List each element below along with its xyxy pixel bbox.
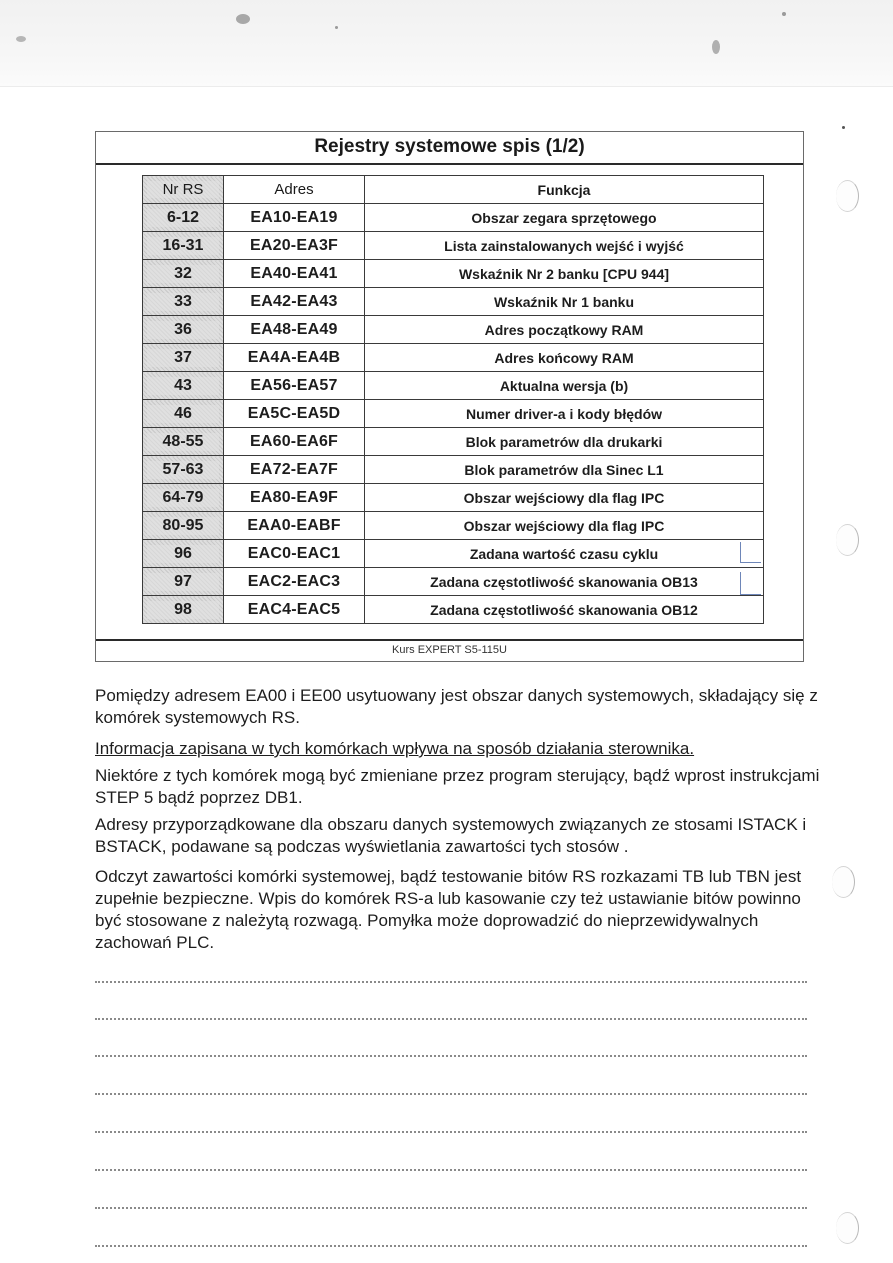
slide-frame [95, 131, 804, 662]
table-row [143, 316, 764, 344]
punch-hole [836, 524, 859, 556]
note-line [95, 1207, 807, 1209]
table-row [143, 428, 764, 456]
cell-nr: 16-31 [143, 232, 224, 260]
cell-adres: EA80-EA9F [224, 484, 365, 512]
scan-speck [782, 12, 786, 16]
note-line [95, 1018, 807, 1020]
cell-adres: EA48-EA49 [224, 316, 365, 344]
table-row [143, 288, 764, 316]
column-header-nr: Nr RS [143, 176, 224, 204]
cell-nr: 48-55 [143, 428, 224, 456]
table-row [143, 540, 764, 568]
cell-funkcja: Obszar wejściowy dla flag IPC [365, 484, 764, 512]
cell-nr: 57-63 [143, 456, 224, 484]
cell-funkcja: Zadana częstotliwość skanowania OB12 [365, 596, 764, 624]
table-row [143, 596, 764, 624]
cell-nr: 33 [143, 288, 224, 316]
cell-funkcja: Numer driver-a i kody błędów [365, 400, 764, 428]
title-rule [96, 163, 803, 165]
table-row [143, 568, 764, 596]
cell-nr: 98 [143, 596, 224, 624]
table-row [143, 456, 764, 484]
table-row [143, 372, 764, 400]
cell-adres: EA40-EA41 [224, 260, 365, 288]
note-line [95, 1245, 807, 1247]
paragraph: Adresy przyporządkowane dla obszaru danych systemowych związanych ze stosami ISTACK i BSTACK, podawane są podczas wyświetlania zawartości tych stosów . [95, 815, 807, 856]
cell-adres: EA60-EA6F [224, 428, 365, 456]
cell-funkcja: Obszar wejściowy dla flag IPC [365, 512, 764, 540]
scanner-edge [0, 0, 893, 87]
cell-funkcja: Obszar zegara sprzętowego [365, 204, 764, 232]
pen-check-mark [740, 542, 761, 563]
note-line [95, 1055, 807, 1057]
scan-speck [236, 14, 250, 24]
cell-nr: 97 [143, 568, 224, 596]
table-header-row [143, 176, 764, 204]
slide-title: Rejestry systemowe spis (1/2) [314, 136, 585, 157]
cell-adres: EA10-EA19 [224, 204, 365, 232]
scan-speck [842, 126, 845, 129]
cell-nr: 6-12 [143, 204, 224, 232]
table-row [143, 344, 764, 372]
punch-hole [836, 1212, 859, 1244]
cell-funkcja: Adres początkowy RAM [365, 316, 764, 344]
cell-funkcja: Zadana wartość czasu cyklu [365, 540, 764, 568]
cell-funkcja: Wskaźnik Nr 2 banku [CPU 944] [365, 260, 764, 288]
cell-adres: EAC0-EAC1 [224, 540, 365, 568]
note-line [95, 1169, 807, 1171]
cell-nr: 37 [143, 344, 224, 372]
cell-adres: EA56-EA57 [224, 372, 365, 400]
note-line [95, 1093, 807, 1095]
note-line [95, 1131, 807, 1133]
table-row [143, 400, 764, 428]
column-header-adres: Adres [224, 176, 365, 204]
cell-adres: EA72-EA7F [224, 456, 365, 484]
pen-check-mark [740, 572, 761, 595]
paragraph: Odczyt zawartości komórki systemowej, bądź testowanie bitów RS rozkazami TB lub TBN jest zupełnie bezpieczne. Wpis do komórek RS-a lub kasowanie czy też ustawianie bitów powinno być stosowane z należytą rozwagą. Pomyłka może doprowadzić do nieprzewidywalnych zachowań PLC. [95, 867, 802, 952]
scan-speck [16, 36, 26, 42]
cell-funkcja: Blok parametrów dla drukarki [365, 428, 764, 456]
paragraph-underlined: Informacja zapisana w tych komórkach wpływa na sposób działania sterownika. [95, 739, 695, 758]
footer-rule [96, 639, 803, 641]
cell-nr: 80-95 [143, 512, 224, 540]
cell-funkcja: Adres końcowy RAM [365, 344, 764, 372]
table-row [143, 512, 764, 540]
register-table [142, 175, 764, 624]
paragraph: Pomiędzy adresem EA00 i EE00 usytuowany jest obszar danych systemowych, składający się z komórek systemowych RS. [95, 686, 818, 727]
cell-funkcja: Aktualna wersja (b) [365, 372, 764, 400]
table-row [143, 260, 764, 288]
cell-nr: 36 [143, 316, 224, 344]
cell-nr: 43 [143, 372, 224, 400]
scan-speck [335, 26, 338, 29]
cell-nr: 32 [143, 260, 224, 288]
cell-funkcja: Wskaźnik Nr 1 banku [365, 288, 764, 316]
cell-adres: EA4A-EA4B [224, 344, 365, 372]
punch-hole [832, 866, 855, 898]
cell-nr: 64-79 [143, 484, 224, 512]
paragraph: Niektóre z tych komórek mogą być zmieniane przez program sterujący, bądź wprost instrukcjami STEP 5 bądź poprzez DB1. [95, 766, 820, 807]
punch-hole [836, 180, 859, 212]
cell-adres: EAC4-EAC5 [224, 596, 365, 624]
cell-adres: EA5C-EA5D [224, 400, 365, 428]
cell-adres: EAC2-EAC3 [224, 568, 365, 596]
cell-nr: 96 [143, 540, 224, 568]
table-row [143, 484, 764, 512]
cell-adres: EAA0-EABF [224, 512, 365, 540]
scan-speck [712, 40, 720, 54]
cell-adres: EA20-EA3F [224, 232, 365, 260]
table-row [143, 232, 764, 260]
cell-funkcja: Lista zainstalowanych wejść i wyjść [365, 232, 764, 260]
slide-footer: Kurs EXPERT S5-115U [392, 644, 507, 656]
column-header-funkcja: Funkcja [365, 176, 764, 204]
cell-funkcja: Blok parametrów dla Sinec L1 [365, 456, 764, 484]
table-row [143, 204, 764, 232]
cell-nr: 46 [143, 400, 224, 428]
cell-funkcja: Zadana częstotliwość skanowania OB13 [365, 568, 764, 596]
note-line [95, 981, 807, 983]
cell-adres: EA42-EA43 [224, 288, 365, 316]
